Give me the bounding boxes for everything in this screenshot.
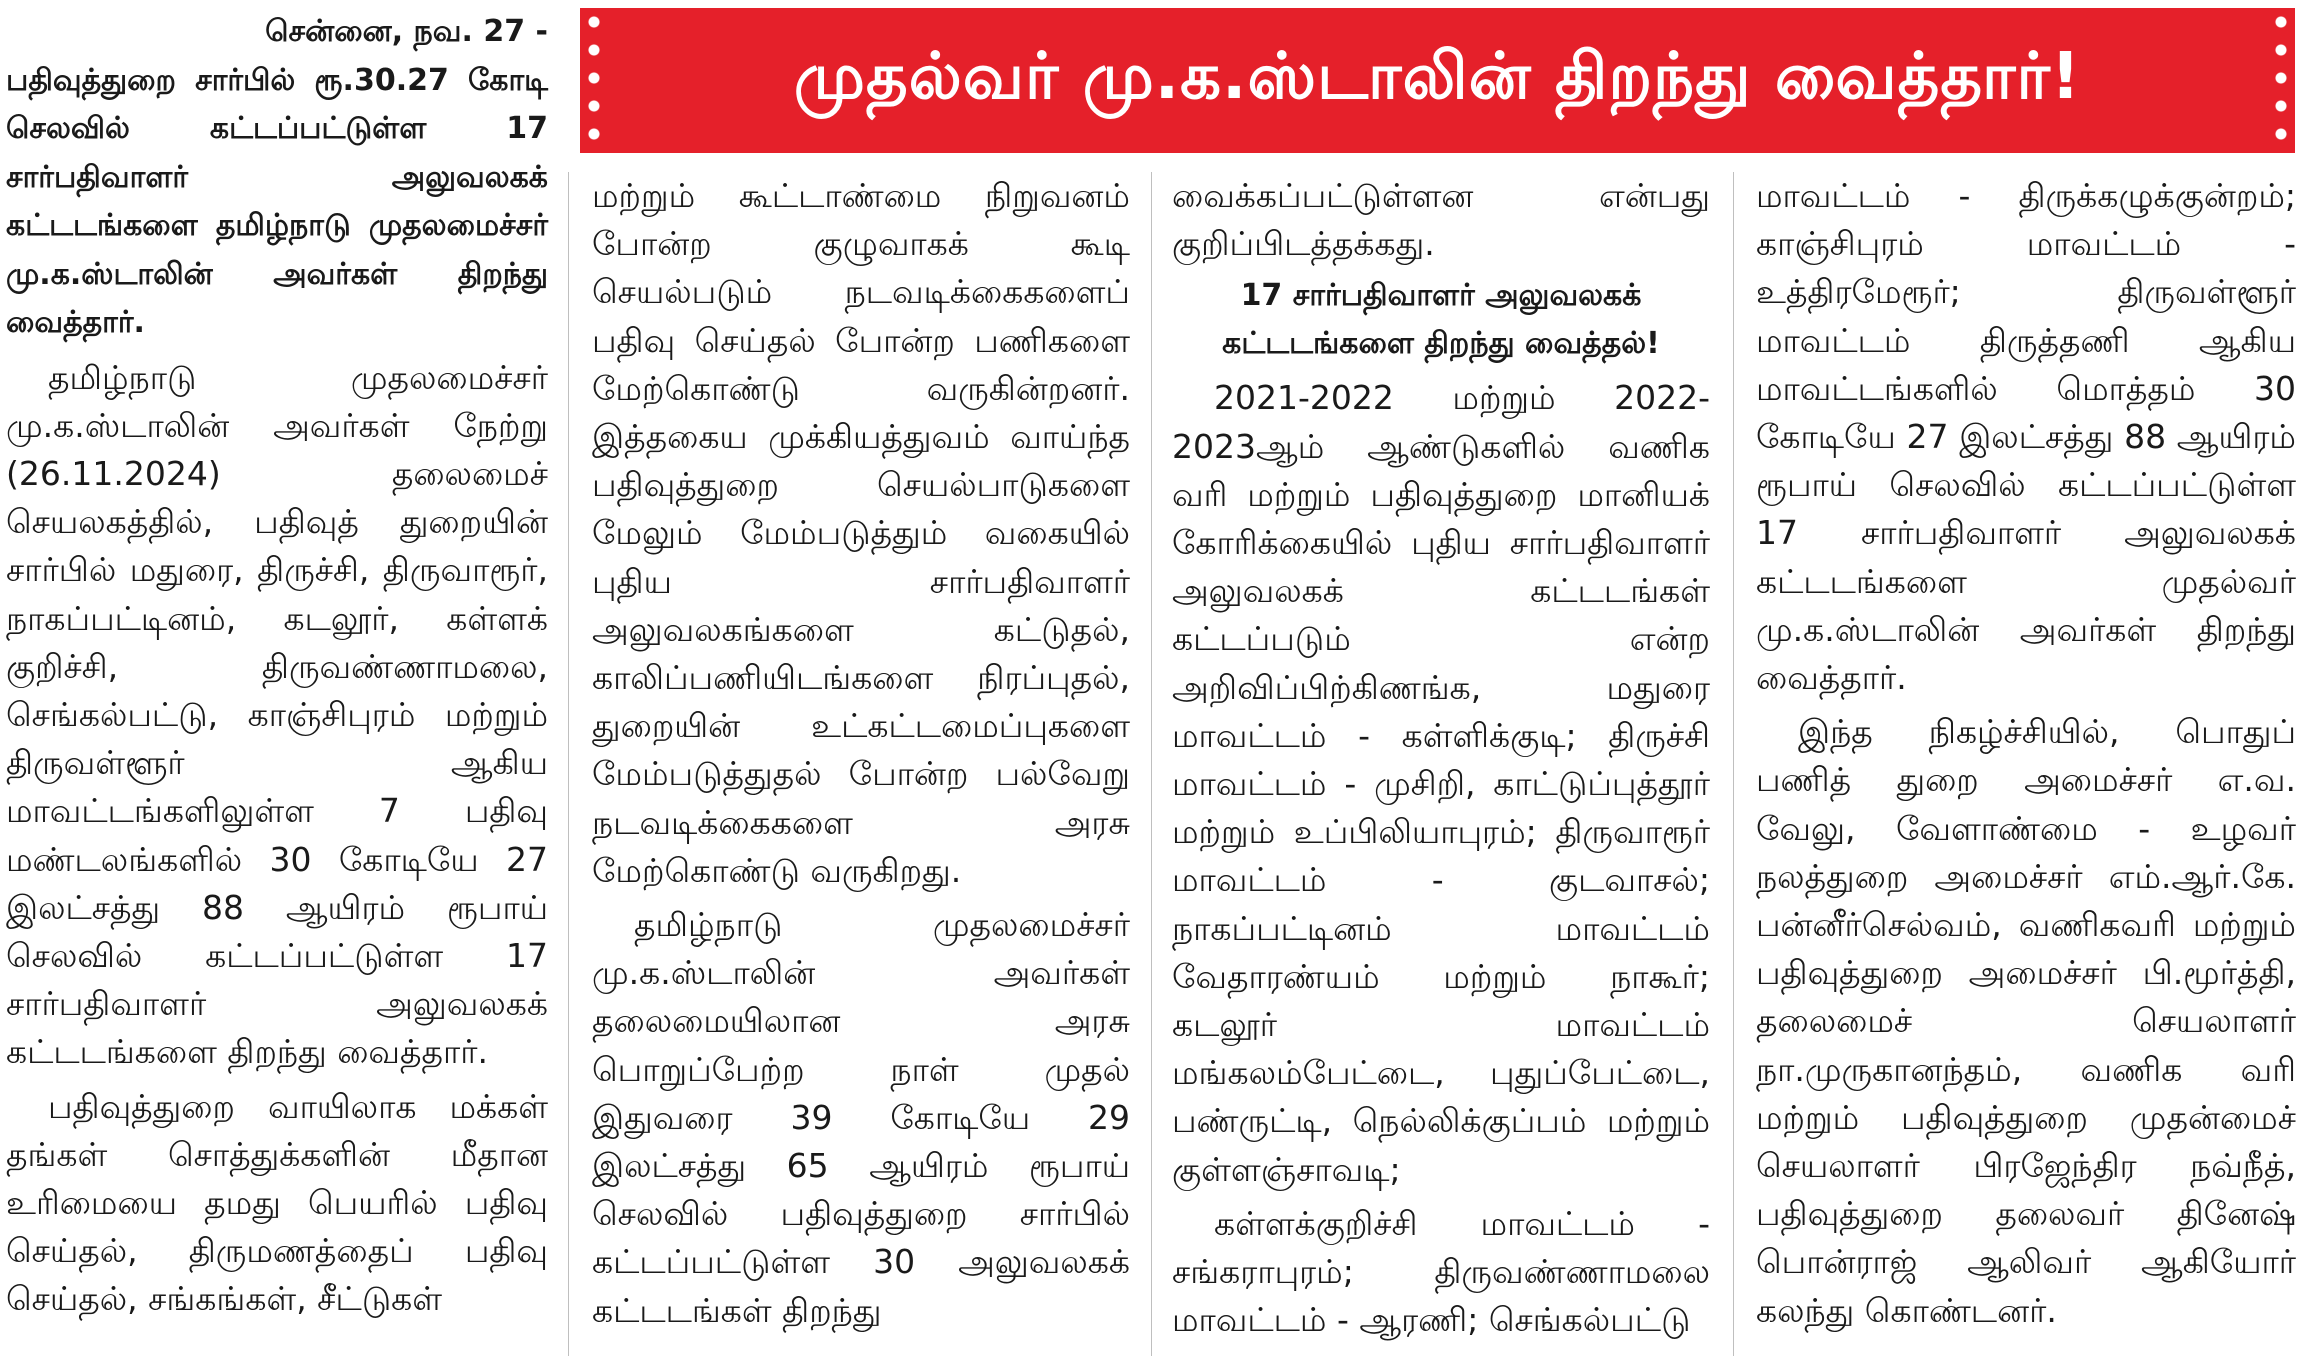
lead-paragraph: [6, 8, 548, 348]
body-paragraph: கள்ளக்குறிச்சி மாவட்டம் - சங்கராபுரம்; திருவண்ணாமலை மாவட்டம் - ஆரணி; செங்கல்பட்டு: [1172, 1203, 1710, 1340]
dateline: சென்னை, நவ. 27 -: [265, 14, 548, 49]
subheading: 17 சார்பதிவாளர் அலுவலகக் கட்டடங்களை திறந்து வைத்தல்!: [1222, 278, 1660, 362]
headline-banner: [580, 8, 2295, 153]
column-rule: [1733, 172, 1734, 1356]
article-column-2: [592, 172, 1130, 1335]
body-paragraph: தமிழ்நாடு முதலமைச்சர் மு.க.ஸ்டாலின் அவர்கள் நேற்று (26.11.2024) தலைமைச் செயலகத்தில், பதிவுத் துறையின் சார்பில் மதுரை, திருச்சி, திருவாரூர், நாகப்பட்டினம், கடலூர், கள்ளக் குறிச்சி, திருவண்ணாமலை, செங்கல்பட்டு, காஞ்சிபுரம் மற்றும் திருவள்ளூர் ஆகிய மாவட்டங்களிலுள்ள 7 பதிவு மண்டலங்களில் 30 கோடியே 27 இலட்சத்து 88 ஆயிரம் ரூபாய் செலவில் கட்டப்பட்டுள்ள 17 சார்பதிவாளர் அலுவலகக் கட்டடங்களை திறந்து வைத்தார்.: [6, 357, 548, 1072]
body-paragraph: வைக்கப்பட்டுள்ளன என்பது குறிப்பிடத்தக்கது.: [1172, 176, 1710, 264]
body-paragraph: பதிவுத்துறை வாயிலாக மக்கள் தங்கள் சொத்துக்களின் மீதான உரிமையை தமது பெயரில் பதிவு செய்தல், திருமணத்தைப் பதிவு செய்தல், சங்கங்கள், சீட்டுகள்: [6, 1086, 548, 1319]
body-paragraph: தமிழ்நாடு முதலமைச்சர் மு.க.ஸ்டாலின் அவர்கள் தலைமையிலான அரசு பொறுப்பேற்ற நாள் முதல் இதுவரை 39 கோடியே 29 இலட்சத்து 65 ஆயிரம் ரூபாய் செலவில் பதிவுத்துறை சார்பில் கட்டப்பட்டுள்ள 30 அலுவலகக் கட்டடங்கள் திறந்து: [592, 905, 1130, 1330]
article-column-1: [6, 8, 548, 1324]
body-paragraph: இந்த நிகழ்ச்சியில், பொதுப் பணித் துறை அமைச்சர் எ.வ. வேலு, வேளாண்மை - உழவர் நலத்துறை அமைச்சர் எம்.ஆர்.கே. பன்னீர்செல்வம், வணிகவரி மற்றும் பதிவுத்துறை அமைச்சர் பி.மூர்த்தி, தலைமைச் செயலாளர் நா.முருகானந்தம், வணிக வரி மற்றும் பதிவுத்துறை முதன்மைச் செயலாளர் பிரஜேந்திர நவ்நீத், பதிவுத்துறை தலைவர் தினேஷ் பொன்ராஜ் ஆலிவர் ஆகியோர் கலந்து கொண்டனர்.: [1756, 712, 2296, 1330]
headline: முதல்வர் மு.க.ஸ்டாலின் திறந்து வைத்தார்!: [793, 39, 2082, 114]
column-rule: [1151, 172, 1152, 1356]
banner-left-border: [580, 8, 608, 153]
column-rule: [568, 172, 569, 1356]
article-column-3: [1172, 172, 1710, 1344]
article-column-4: [1756, 172, 2296, 1335]
body-paragraph: மற்றும் கூட்டாண்மை நிறுவனம் போன்ற குழுவாகக் கூடி செயல்படும் நடவடிக்கைகளைப் பதிவு செய்தல் போன்ற பணிகளை மேற்கொண்டு வருகின்றனர். இத்தகைய முக்கியத்துவம் வாய்ந்த பதிவுத்துறை செயல்பாடுகளை மேலும் மேம்படுத்தும் வகையில் புதிய சார்பதிவாளர் அலுவலகங்களை கட்டுதல், காலிப்பணியிடங்களை நிரப்புதல், துறையின் உட்கட்டமைப்புகளை மேம்படுத்துதல் போன்ற பல்வேறு நடவடிக்கைகளை அரசு மேற்கொண்டு வருகிறது.: [592, 176, 1130, 890]
lead-text: பதிவுத்துறை சார்பில் ரூ.30.27 கோடி செலவில் கட்டப்பட்டுள்ள 17 சார்பதிவாளர் அலுவலகக் கட்டடங்களை தமிழ்நாடு முதலமைச்சர் மு.க.ஸ்டாலின் அவர்கள் திறந்து வைத்தார்.: [6, 62, 548, 340]
body-paragraph: 2021-2022 மற்றும் 2022-2023ஆம் ஆண்டுகளில் வணிக வரி மற்றும் பதிவுத்துறை மானியக் கோரிக்கையில் புதிய சார்பதிவாளர் அலுவலகக் கட்டடங்கள் கட்டப்படும் என்ற அறிவிப்பிற்கிணங்க, மதுரை மாவட்டம் - கள்ளிக்குடி; திருச்சி மாவட்டம் - முசிறி, காட்டுப்புத்தூர் மற்றும் உப்பிலியாபுரம்; திருவாரூர் மாவட்டம் - குடவாசல்; நாகப்பட்டினம் மாவட்டம் வேதாரண்யம் மற்றும் நாகூர்; கடலூர் மாவட்டம் மங்கலம்பேட்டை, புதுப்பேட்டை, பண்ருட்டி, நெல்லிக்குப்பம் மற்றும் குள்ளஞ்சாவடி;: [1172, 378, 1710, 1189]
body-paragraph: மாவட்டம் - திருக்கழுக்குன்றம்; காஞ்சிபுரம் மாவட்டம் - உத்திரமேரூர்; திருவள்ளூர் மாவட்டம் திருத்தணி ஆகிய மாவட்டங்களில் மொத்தம் 30 கோடியே 27 இலட்சத்து 88 ஆயிரம் ரூபாய் செலவில் கட்டப்பட்டுள்ள 17 சார்பதிவாளர் அலுவலகக் கட்டடங்களை முதல்வர் மு.க.ஸ்டாலின் அவர்கள் திறந்து வைத்தார்.: [1756, 176, 2296, 698]
banner-right-border: [2267, 8, 2295, 153]
